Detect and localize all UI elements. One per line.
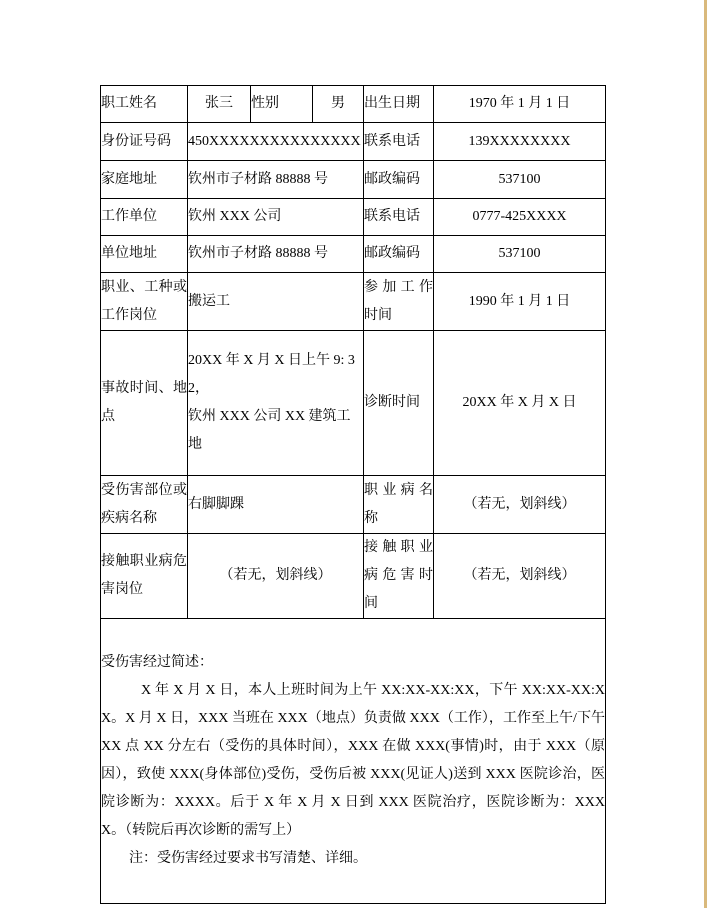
injured-part-value: 右脚脚踝 — [188, 476, 364, 534]
accident-place-line: 钦州 XXX 公司 XX 建筑工地 — [188, 409, 351, 452]
row-narrative — [101, 619, 606, 904]
accident-value — [188, 331, 364, 476]
phone-value: 139XXXXXXXX — [434, 123, 606, 161]
occupational-disease-value: （若无，划斜线） — [434, 476, 606, 534]
employer-postal-value: 537100 — [434, 236, 606, 273]
accident-time-line: 20XX 年 X 月 X 日上午 9: 32， — [188, 353, 355, 396]
narrative-section — [101, 619, 606, 904]
hazard-post-label: 接触职业病危害岗位 — [101, 534, 188, 619]
work-start-label: 参加工作时间 — [364, 273, 434, 331]
occupational-disease-label: 职业病名称 — [364, 476, 434, 534]
postal-code-label: 邮政编码 — [364, 161, 434, 199]
gender-value: 男 — [313, 86, 364, 123]
home-address-label: 家庭地址 — [101, 161, 188, 199]
narrative-note: 注：受伤害经过要求书写清楚、详细。 — [129, 851, 367, 866]
row-home-address — [101, 161, 606, 199]
row-employee-name — [101, 86, 606, 123]
narrative-heading: 受伤害经过简述： — [101, 655, 213, 670]
postal-code-value: 537100 — [434, 161, 606, 199]
row-injured-part — [101, 476, 606, 534]
employer-address-value: 钦州市子材路 88888 号 — [188, 236, 364, 273]
id-number-value: 450XXXXXXXXXXXXXXX — [188, 123, 364, 161]
work-start-value: 1990 年 1 月 1 日 — [434, 273, 606, 331]
employee-name-value: 张三 — [188, 86, 251, 123]
hazard-time-value: （若无，划斜线） — [434, 534, 606, 619]
diagnosis-time-label: 诊断时间 — [364, 331, 434, 476]
employer-postal-label: 邮政编码 — [364, 236, 434, 273]
home-address-value: 钦州市子材路 88888 号 — [188, 161, 364, 199]
row-employer — [101, 199, 606, 236]
occupation-label: 职业、工种或工作岗位 — [101, 273, 188, 331]
employer-value: 钦州 XXX 公司 — [188, 199, 364, 236]
row-hazard — [101, 534, 606, 619]
work-phone-value: 0777-425XXXX — [434, 199, 606, 236]
employer-address-label: 单位地址 — [101, 236, 188, 273]
narrative-body: X 年 X 月 X 日，本人上班时间为上午 XX:XX-XX:XX，下午 XX:XX-XX:XX。X 月 X 日，XXX 当班在 XXX（地点）负责做 XXX（工作），工作至上午/下午 XX 点 XX 分左右（受伤的具体时间），XXX 在做 XXX(事情)时，由于 XXX（原因），致使 XXX(身体部位)受伤，受伤后被 XXX(见证人)送到 XXX 医院诊治，医院诊断为：XXXX。后于 X 年 X 月 X 日到 XXX 医院治疗，医院诊断为：XXXX。（转院后再次诊断的需写上） — [101, 683, 605, 838]
row-accident — [101, 331, 606, 476]
accident-label: 事故时间、地点 — [101, 331, 188, 476]
hazard-time-label: 接触职业病危害时间 — [364, 534, 434, 619]
row-occupation — [101, 273, 606, 331]
employer-label: 工作单位 — [101, 199, 188, 236]
diagnosis-time-value: 20XX 年 X 月 X 日 — [434, 331, 606, 476]
occupation-value: 搬运工 — [188, 273, 364, 331]
row-id-number — [101, 123, 606, 161]
birth-date-label: 出生日期 — [364, 86, 434, 123]
row-employer-address — [101, 236, 606, 273]
work-phone-label: 联系电话 — [364, 199, 434, 236]
injured-part-label: 受伤害部位或疾病名称 — [101, 476, 188, 534]
birth-date-value: 1970 年 1 月 1 日 — [434, 86, 606, 123]
employee-name-label: 职工姓名 — [101, 86, 188, 123]
id-number-label: 身份证号码 — [101, 123, 188, 161]
injury-form-table — [100, 85, 606, 904]
hazard-post-value: （若无，划斜线） — [188, 534, 364, 619]
phone-label: 联系电话 — [364, 123, 434, 161]
gender-label: 性别 — [251, 86, 313, 123]
